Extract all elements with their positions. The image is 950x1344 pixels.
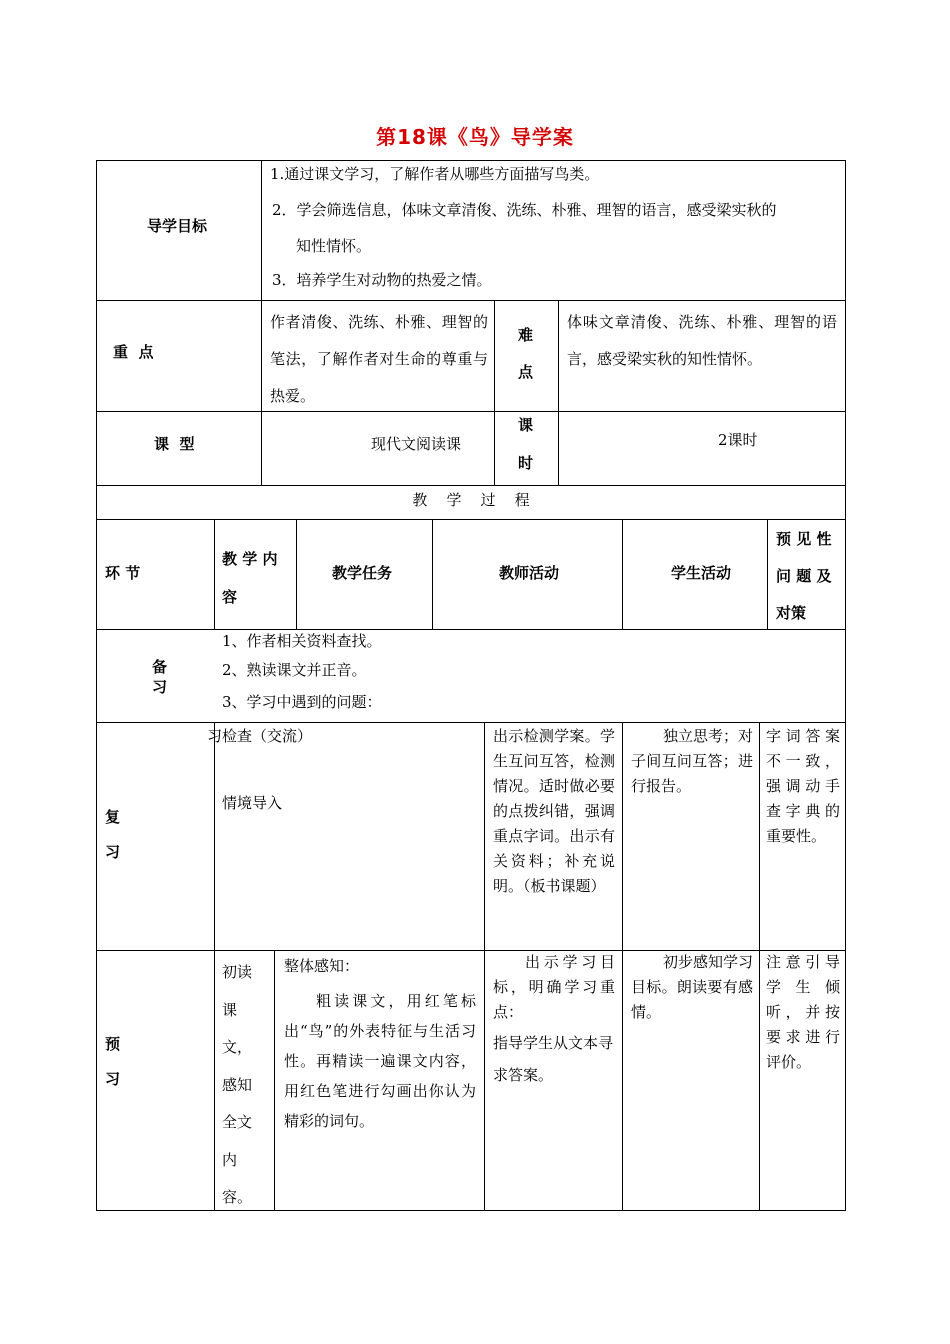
goals-label: 导学目标 [147, 217, 208, 235]
col-task: 教学任务 [332, 564, 393, 582]
prep-label-2: 习 [152, 678, 168, 696]
preview-teacher-1: 出示学习目标，明确学习重点： [493, 953, 615, 1021]
review-prediction: 字词答案不一致，强调动手查字典的重要性。 [766, 727, 840, 845]
preview-task-body: 粗读课文，用红笔标出“鸟”的外表特征与生活习性。再精读一遍课文内容，用红色笔进行勾画出你认为精彩的词句。 [284, 992, 476, 1130]
goal-line-2-cont: 知性情怀。 [296, 237, 372, 255]
table-line [96, 485, 846, 486]
goal-line-2: 2．学会筛选信息，体味文章清俊、洗练、朴雅、理智的语言，感受梁实秋的 [272, 201, 777, 219]
table-line [96, 300, 846, 301]
process-header: 教 学 过 程 [412, 491, 530, 509]
preview-label-1: 预 [105, 1035, 121, 1053]
review-content-2: 情境导入 [222, 794, 283, 812]
table-line [96, 722, 846, 723]
review-label-1: 复 [105, 808, 121, 826]
review-content-1: 习检查（交流） [207, 727, 313, 745]
table-line [432, 519, 433, 630]
key-text: 作者清俊、洗练、朴雅、理智的笔法，了解作者对生命的尊重与热爱。 [270, 313, 488, 405]
page-title: 第18课《鸟》导学案 [376, 125, 574, 149]
col-prediction: 预 见 性 问 题 及 对策 [776, 530, 832, 622]
table-line [767, 519, 768, 630]
preview-label-2: 习 [105, 1070, 121, 1088]
prep-item-3: 3、学习中遇到的问题： [222, 693, 382, 711]
table-line [296, 519, 297, 630]
preview-teacher-2: 指导学生从文本寻求答案。 [493, 1034, 614, 1084]
hours-label-2: 时 [518, 454, 534, 472]
table-line [494, 300, 495, 486]
hours-value: 2课时 [718, 431, 758, 449]
table-line [96, 160, 97, 1211]
prep-item-1: 1、作者相关资料查找。 [222, 632, 382, 650]
table-line [759, 950, 760, 1211]
type-label: 课 型 [154, 435, 195, 453]
goal-line-1: 1.通过课文学习，了解作者从哪些方面描写鸟类。 [270, 165, 600, 183]
table-line [622, 950, 623, 1211]
table-line [261, 160, 262, 486]
type-value: 现代文阅读课 [371, 435, 462, 453]
review-label-2: 习 [105, 843, 121, 861]
preview-student: 初步感知学习目标。朗读要有感情。 [631, 953, 754, 1021]
goal-line-3: 3．培养学生对动物的热爱之情。 [272, 271, 492, 289]
table-line [96, 1210, 846, 1211]
preview-content: 初读课文，感知全文内容。 [222, 963, 253, 1206]
preview-prediction: 注意引导学生倾听，并按要求进行评价。 [766, 953, 840, 1071]
col-content: 教 学 内 容 [222, 550, 278, 606]
table-line [845, 160, 846, 1211]
table-line [96, 629, 846, 630]
table-line [214, 519, 215, 630]
table-line [484, 950, 485, 1211]
difficulty-text: 体味文章清俊、洗练、朴雅、理智的语言，感受梁实秋的知性情怀。 [567, 313, 837, 368]
review-teacher: 出示检测学案。学生互问互答，检测情况。适时做必要的点拨纠错，强调重点字词。出示有关资料；补充说明。（板书课题） [493, 727, 615, 895]
difficulty-label-1: 难 [518, 326, 534, 344]
col-student: 学生活动 [671, 564, 732, 582]
prep-label-1: 备 [152, 658, 168, 676]
table-line [214, 722, 215, 951]
difficulty-label-2: 点 [518, 363, 534, 381]
hours-label-1: 课 [518, 416, 534, 434]
table-line [484, 722, 485, 951]
preview-task-title: 整体感知： [284, 957, 360, 975]
prep-item-2: 2、熟读课文并正音。 [222, 661, 367, 679]
col-stage: 环 节 [105, 564, 141, 582]
table-line [622, 519, 623, 630]
key-label: 重 点 [113, 343, 154, 361]
col-teacher: 教师活动 [499, 564, 560, 582]
table-line [214, 950, 215, 1211]
table-line [759, 722, 760, 951]
table-line [96, 160, 846, 161]
table-line [558, 300, 559, 486]
table-line [622, 722, 623, 951]
review-student: 独立思考；对子间互问互答；进行报告。 [631, 727, 754, 795]
table-line [274, 950, 275, 1211]
table-line [96, 519, 846, 520]
